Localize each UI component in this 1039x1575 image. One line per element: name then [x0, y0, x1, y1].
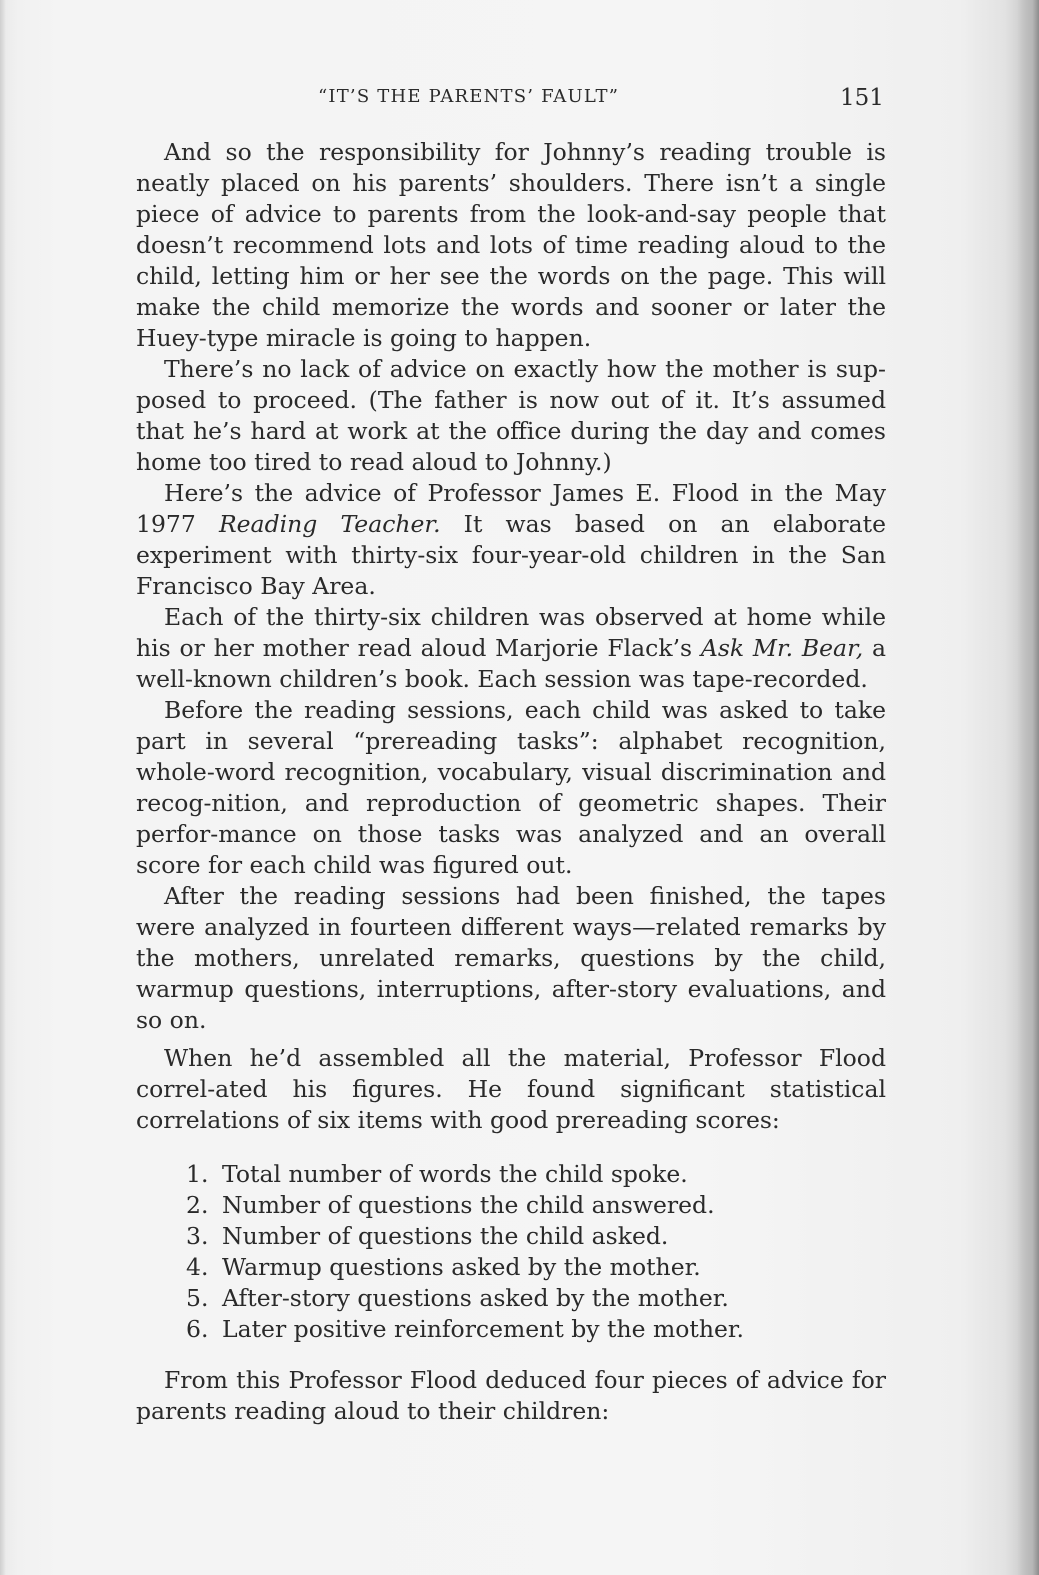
list-number: 6.: [186, 1315, 209, 1343]
list-item: [186, 1221, 886, 1252]
running-head: [318, 86, 619, 107]
list-text: Later positive reinforcement by the mother.: [222, 1315, 745, 1343]
paragraph: When he’d assembled all the material, Professor Flood correl-ated his figures. He found significant statistical correlations of six items with good prereading scores:: [136, 1044, 886, 1134]
list-number: 2.: [186, 1191, 209, 1219]
paragraph: [136, 478, 886, 602]
list-number: 5.: [186, 1284, 209, 1312]
list-item: [186, 1283, 886, 1314]
paragraph: After the reading sessions had been finished, the tapes were analyzed in fourteen different ways—related remarks by the mothers, unrelated remarks, questions by the child, warmup questions, interruptions, after-story evaluations, and so on.: [136, 882, 886, 1034]
paragraph-text: Here’s the advice of Professor James E. Flood in the May 1977: [136, 479, 886, 538]
list-item: [186, 1314, 886, 1345]
periodical-title: Reading Teacher.: [218, 510, 441, 538]
paragraph-text: It was based on an elaborate experiment with thirty-six four-year-old children in the San Francisco Bay Area.: [136, 510, 886, 600]
page-number: 151: [840, 85, 884, 111]
list-number: 4.: [186, 1253, 209, 1281]
list-text: Number of questions the child answered.: [222, 1191, 715, 1219]
paragraph: [136, 602, 886, 695]
list-number: 3.: [186, 1222, 209, 1250]
list-item: [186, 1190, 886, 1221]
list-item: [186, 1159, 886, 1190]
numbered-list: [136, 1159, 886, 1345]
book-title: Ask Mr. Bear,: [700, 634, 864, 662]
running-head-text: “IT’S THE PARENTS’ FAULT”: [318, 86, 620, 107]
list-number: 1.: [186, 1160, 209, 1188]
binding-shadow: [1017, 0, 1039, 1575]
paragraph-text: a well-known children’s book. Each session was tape-recorded.: [136, 634, 886, 693]
body-text: [136, 137, 886, 1427]
paragraph: Before the reading sessions, each child was asked to take part in several “prereading tasks”: alphabet recognition, whole-word recognition, vocabulary, visual discrimination and recog-nition, and reproduction of geometric shapes. Their perfor-mance on those tasks was analyzed and an overall score for each child was figured out.: [136, 696, 886, 879]
list-text: Total number of words the child spoke.: [222, 1160, 688, 1188]
paragraph: There’s no lack of advice on exactly how the mother is sup-posed to proceed. (The father is now out of it. It’s assumed that he’s hard at work at the office during the day and comes home too tired to read aloud to Johnny.): [136, 355, 886, 476]
list-item: [186, 1252, 886, 1283]
list-text: Warmup questions asked by the mother.: [222, 1253, 701, 1281]
page-edge-shadow: [0, 0, 6, 1575]
paragraph: From this Professor Flood deduced four pieces of advice for parents reading aloud to their children:: [136, 1366, 886, 1425]
list-text: After-story questions asked by the mother.: [222, 1284, 729, 1312]
list-text: Number of questions the child asked.: [222, 1222, 669, 1250]
paragraph: And so the responsibility for Johnny’s reading trouble is neatly placed on his parents’ shoulders. There isn’t a single piece of advice to parents from the look-and-say people that doesn’t recommend lots and lots of time reading aloud to the child, letting him or her see the words on the page. This will make the child memorize the words and sooner or later the Huey-type miracle is going to happen.: [136, 138, 886, 352]
paragraph-text: Each of the thirty-six children was observed at home while his or her mother read aloud Marjorie Flack’s: [136, 603, 886, 662]
